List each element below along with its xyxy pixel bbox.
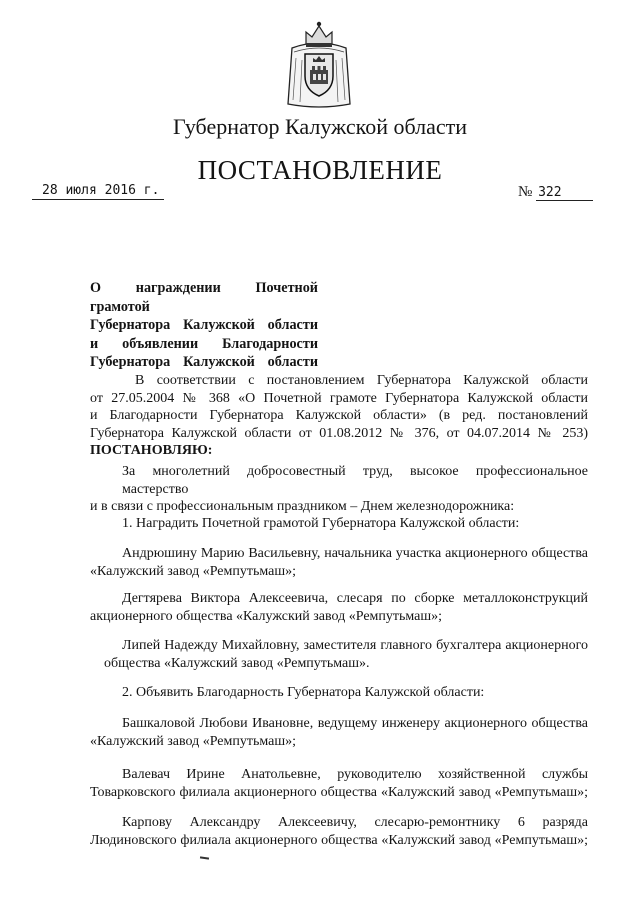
recipient-line: Андрюшину Марию Васильевну, начальника участка акционерного общества: [122, 546, 588, 561]
item2-heading: 2. Объявить Благодарность Губернатора Калужской области:: [122, 685, 485, 700]
recipient-line: Валевач Ирине Анатольевне, руководителю хозяйственной службы: [122, 767, 588, 782]
gratitude-recipient: [90, 814, 588, 849]
reason-line: За многолетний добросовестный труд, высокое профессиональное мастерство: [122, 464, 588, 497]
organization-title: Губернатор Калужской области: [172, 114, 468, 139]
award-recipient: [90, 545, 588, 580]
coat-of-arms-icon: [284, 18, 354, 110]
decree-word: ПОСТАНОВЛЯЮ:: [90, 443, 213, 458]
recipient-line: Липей Надежду Михайловну, заместителя главного бухгалтера акционерного: [122, 638, 588, 653]
subject-line: Губернатора Калужской области: [90, 354, 318, 370]
recipient-line: Дегтярева Виктора Алексеевича, слесаря по сборке металлоконструкций: [122, 591, 588, 606]
document-date: 28 июля 2016 г.: [32, 183, 164, 200]
recipient-line: «Калужский завод «Ремпутьмаш»;: [90, 563, 297, 579]
award-recipient: [90, 590, 588, 625]
preamble-line: и Благодарности Губернатора Калужской области» (в ред. постановлений: [90, 408, 588, 423]
recipient-line: Башкаловой Любови Ивановне, ведущему инженеру акционерного общества: [122, 716, 588, 731]
preamble-line: от 27.05.2004 № 368 «О Почетной грамоте Губернатора Калужской области: [90, 390, 588, 406]
reason-line: и в связи с профессиональным праздником – Днем железнодорожника:: [90, 499, 515, 514]
preamble-line: В соответствии с постановлением Губернатора Калужской области: [135, 373, 588, 388]
award-recipient: [90, 637, 588, 672]
recipient-line: Людиновского филиала акционерного общества «Калужский завод «Ремпутьмаш»;: [90, 832, 588, 848]
preamble-paragraph: [90, 372, 588, 460]
recipient-line: акционерного общества «Калужский завод «Ремпутьмаш»;: [90, 608, 443, 624]
recipient-line: Карпову Александру Алексеевичу, слесарю-ремонтнику 6 разряда: [122, 815, 588, 830]
scan-mark: [200, 856, 209, 859]
subject-line: О награждении Почетной грамотой: [90, 280, 318, 315]
preamble-line: Губернатора Калужской области от 01.08.2012 № 376, от 04.07.2014 № 253): [90, 425, 588, 441]
subject-block: [90, 279, 318, 372]
gratitude-recipient: [90, 715, 588, 750]
document-number: 322: [536, 185, 593, 201]
item1-heading: 1. Наградить Почетной грамотой Губернатора Калужской области:: [122, 516, 520, 531]
subject-line: Губернатора Калужской области: [90, 317, 318, 333]
gratitude-recipient: [90, 766, 588, 801]
reason-paragraph: [90, 463, 588, 516]
recipient-line: «Калужский завод «Ремпутьмаш»;: [90, 733, 297, 749]
subject-line: и объявлении Благодарности: [90, 335, 318, 352]
document-type-title: ПОСТАНОВЛЕНИЕ: [197, 155, 443, 185]
recipient-line: общества «Калужский завод «Ремпутьмаш».: [104, 655, 370, 671]
document-number-block: [518, 184, 593, 201]
number-sign: №: [518, 184, 533, 200]
recipient-line: Товарковского филиала акционерного общества «Калужский завод «Ремпутьмаш»;: [90, 784, 588, 800]
